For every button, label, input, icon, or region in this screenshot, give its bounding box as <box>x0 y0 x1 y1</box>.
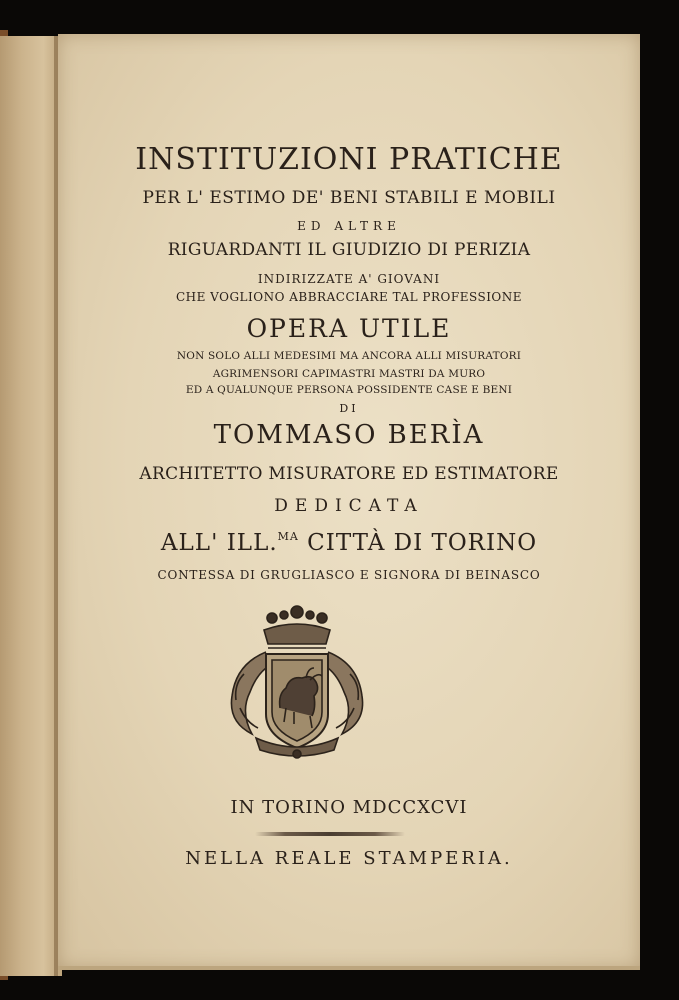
subtitle-line-1: PER L' ESTIMO DE' BENI STABILI E MOBILI <box>142 188 556 208</box>
author-role: ARCHITETTO MISURATORE ED ESTIMATORE <box>139 464 559 484</box>
left-page <box>0 36 62 976</box>
by-line: DI <box>339 402 359 415</box>
dedicatee <box>58 530 640 556</box>
subtitle-line-2: ED ALTRE <box>297 219 401 233</box>
dedicatee-titles: CONTESSA DI GRUGLIASCO E SIGNORA DI BEINASCO <box>157 568 541 582</box>
intended-line-2: CHE VOGLIONO ABBRACCIARE TAL PROFESSIONE <box>175 290 523 304</box>
intended-line-1: INDIRIZZATE A' GIOVANI <box>257 272 441 286</box>
audience-line-3: ED A QUALUNQUE PERSONA POSSIDENTE CASE E BENI <box>185 384 513 396</box>
subtitle-line-3: RIGUARDANTI IL GIUDIZIO DI PERIZIA <box>167 240 531 260</box>
dedicatee-prefix: ALL' ILL. <box>160 530 278 556</box>
coat-of-arms-of-turin-icon <box>222 604 372 762</box>
audience-line-1: NON SOLO ALLI MEDESIMI MA ANCORA ALLI MISURATORI <box>176 350 522 362</box>
imprint-place-year: IN TORINO MDCCXCVI <box>230 797 468 818</box>
dedicatee-suffix: CITTÀ DI TORINO <box>298 530 538 556</box>
dedication-label: DEDICATA <box>274 496 424 516</box>
dedicatee-superscript: MA <box>277 530 299 543</box>
ornamental-rule <box>255 832 405 836</box>
author-name: TOMMASO BERÌA <box>213 420 485 450</box>
audience-line-2: AGRIMENSORI CAPIMASTRI MASTRI DA MURO <box>212 368 486 380</box>
page-edge <box>58 966 640 970</box>
work-heading: OPERA UTILE <box>246 314 452 343</box>
book-title: INSTITUZIONI PRATICHE <box>135 142 563 177</box>
imprint-printer: NELLA REALE STAMPERIA. <box>185 848 513 869</box>
